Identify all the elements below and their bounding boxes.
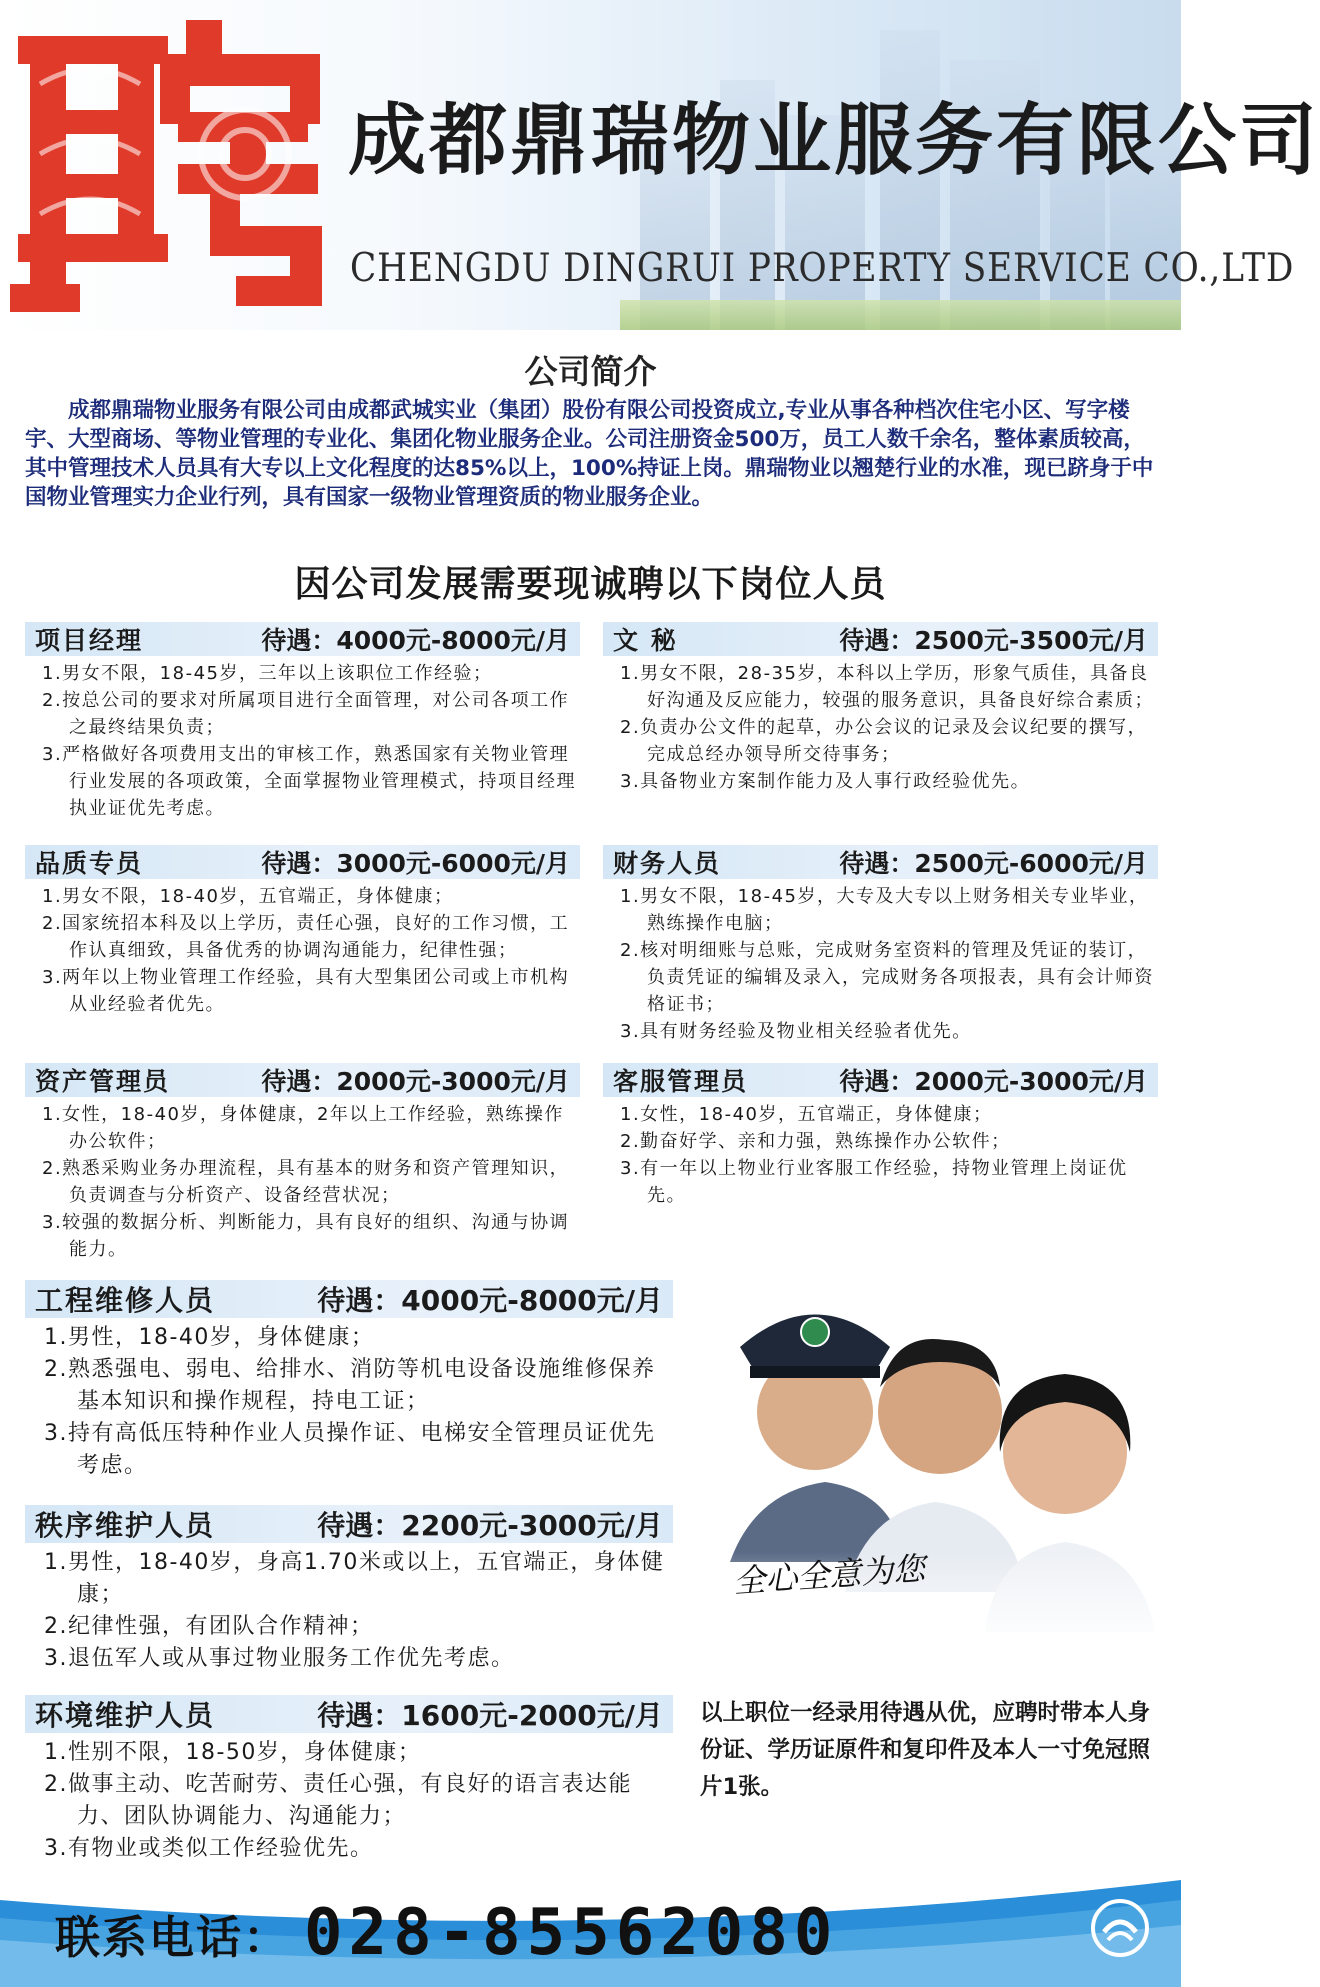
application-notice: 以上职位一经录用待遇从优，应聘时带本人身份证、学历证原件和复印件及本人一寸免冠照片1张。 (700, 1700, 1151, 1800)
staff-photo (695, 1262, 1165, 1648)
job-pay: 待遇：3000元-6000元/月 (261, 849, 570, 878)
job-pay: 待遇：2500元-3500元/月 (839, 626, 1148, 655)
requirement-item: 1.性别不限，18-50岁，身体健康； (44, 1740, 422, 1765)
requirement-item: 1.男女不限，18-45岁，三年以上该职位工作经验； (42, 663, 493, 684)
requirement-item: 2.核对明细账与总账，完成财务室资料的管理及凭证的装订，负责凭证的编辑及录入，完成财务各项报表，具有会计师资格证书； (620, 940, 1154, 1015)
slogan: 全心全意为您 (732, 1549, 927, 1601)
requirement-item: 3.有一年以上物业行业客服工作经验，持物业管理上岗证优先。 (620, 1158, 1128, 1206)
job-header (25, 1280, 673, 1318)
requirement-item: 1.男女不限，18-45岁，大专及大专以上财务相关专业毕业，熟练操作电脑； (620, 886, 1149, 934)
company-name-en: CHENGDU DINGRUI PROPERTY SERVICE CO.,LTD (350, 246, 1295, 291)
requirement-item: 2.负责办公文件的起草，办公会议的记录及会议纪要的撰写，完成总经办领导所交待事务； (620, 717, 1148, 765)
job-requirements (603, 883, 1158, 1045)
job-pay: 待遇：4000元-8000元/月 (261, 626, 570, 655)
requirement-item: 3.较强的数据分析、判断能力，具有良好的组织、沟通与协调能力。 (42, 1212, 570, 1260)
job-requirements (25, 1322, 673, 1482)
requirement-item: 2.按总公司的要求对所属项目进行全面管理，对公司各项工作之最终结果负责； (42, 690, 570, 738)
job-title: 秩序维护人员 (35, 1509, 216, 1542)
requirement-item: 3.退伍军人或从事过物业服务工作优先考虑。 (44, 1646, 515, 1671)
requirement-item: 2.熟悉采购业务办理流程，具有基本的财务和资产管理知识，负责调查与分析资产、设备经营状况； (42, 1158, 570, 1206)
hiring-title: 因公司发展需要现诚聘以下岗位人员 (294, 564, 887, 605)
requirement-item: 2.做事主动、吃苦耐劳、责任心强，有良好的语言表达能力、团队协调能力、沟通能力； (44, 1772, 632, 1829)
requirement-item: 3.具备物业方案制作能力及人事行政经验优先。 (620, 771, 1031, 792)
requirement-item: 1.男性，18-40岁，身高1.70米或以上，五官端正，身体健康； (44, 1550, 665, 1607)
requirement-item: 3.有物业或类似工作经验优先。 (44, 1836, 374, 1861)
contact-label: 联系电话： (55, 1910, 291, 1964)
job-finance-staff (603, 845, 1158, 1045)
job-title: 项目经理 (35, 626, 144, 655)
job-header (603, 1063, 1158, 1097)
requirement-item: 1.女性，18-40岁，五官端正，身体健康； (620, 1104, 993, 1125)
company-name: 成都鼎瑞物业服务有限公司 (348, 96, 1320, 186)
requirement-item: 3.严格做好各项费用支出的审核工作，熟悉国家有关物业管理行业发展的各项政策，全面掌握物业管理模式，持项目经理执业证优先考虑。 (42, 744, 576, 819)
intro-title: 公司简介 (524, 352, 657, 391)
job-title: 财务人员 (613, 849, 722, 878)
job-requirements (25, 1737, 673, 1865)
requirement-item: 2.纪律性强，有团队合作精神； (44, 1614, 374, 1639)
footer-contact (0, 1880, 1181, 1987)
requirement-item: 1.男性，18-40岁，身体健康； (44, 1325, 375, 1350)
requirement-item: 1.男女不限，28-35岁，本科以上学历，形象气质佳，具备良好沟通及反应能力，较强的服务意识，具备良好综合素质； (620, 663, 1154, 711)
job-title: 环境维护人员 (35, 1699, 216, 1732)
job-requirements (25, 883, 580, 1018)
job-header (603, 622, 1158, 656)
job-environment (25, 1695, 673, 1865)
job-pay: 待遇：2200元-3000元/月 (317, 1509, 663, 1542)
job-header (25, 845, 580, 879)
job-header (25, 622, 580, 656)
job-header (25, 1505, 673, 1543)
job-customer-service-manager (603, 1063, 1158, 1209)
job-pay: 待遇：1600元-2000元/月 (317, 1699, 663, 1732)
requirement-item: 3.具有财务经验及物业相关经验者优先。 (620, 1021, 972, 1042)
requirement-item: 2.熟悉强电、弱电、给排水、消防等机电设备设施维修保养基本知识和操作规程，持电工证； (44, 1357, 656, 1414)
company-mark-icon (1090, 1898, 1150, 1958)
job-secretary (603, 622, 1158, 795)
job-header (603, 845, 1158, 879)
job-pay: 待遇：2000元-3000元/月 (261, 1067, 570, 1096)
job-title: 工程维修人员 (35, 1284, 216, 1317)
contact-phone[interactable]: 028-85562080 (304, 1896, 839, 1970)
job-title: 客服管理员 (613, 1067, 749, 1096)
pin-logo-icon (10, 14, 325, 319)
job-requirements (603, 1101, 1158, 1209)
job-pay: 待遇：2500元-6000元/月 (839, 849, 1148, 878)
job-requirements (25, 1101, 580, 1263)
job-engineering-maintenance (25, 1280, 673, 1482)
job-requirements (25, 1547, 673, 1675)
requirement-item: 1.男女不限，18-40岁，五官端正，身体健康； (42, 886, 454, 907)
header-banner (0, 0, 1320, 330)
job-asset-manager (25, 1063, 580, 1263)
requirement-item: 3.持有高低压特种作业人员操作证、电梯安全管理员证优先考虑。 (44, 1421, 656, 1478)
job-pay: 待遇：4000元-8000元/月 (317, 1284, 663, 1317)
job-title: 资产管理员 (35, 1067, 171, 1096)
job-requirements (603, 660, 1158, 795)
job-project-manager (25, 622, 580, 822)
job-header (25, 1063, 580, 1097)
requirement-item: 2.勤奋好学、亲和力强，熟练操作办公软件； (620, 1131, 1011, 1152)
job-title: 品质专员 (35, 849, 144, 878)
requirement-item: 3.两年以上物业管理工作经验，具有大型集团公司或上市机构从业经验者优先。 (42, 967, 570, 1015)
intro-text: 成都鼎瑞物业服务有限公司由成都武城实业（集团）股份有限公司投资成立,专业从事各种档次住宅小区、写字楼宇、大型商场、等物业管理的专业化、集团化物业服务企业。公司注册资金500万，员工人数千余名，整体素质较高，其中管理技术人员具有大专以上文化程度的达85%以上，100%持证上岗。鼎瑞物业以翘楚行业的水准，现已跻身于中国物业管理实力企业行列，具有国家一级物业管理资质的物业服务企业。 (25, 398, 1154, 510)
job-quality-specialist (25, 845, 580, 1018)
job-title: 文 秘 (613, 626, 678, 655)
job-header (25, 1695, 673, 1733)
requirement-item: 2.国家统招本科及以上学历，责任心强，良好的工作习惯，工作认真细致，具备优秀的协调沟通能力，纪律性强； (42, 913, 570, 961)
job-security (25, 1505, 673, 1675)
job-pay: 待遇：2000元-3000元/月 (839, 1067, 1148, 1096)
contact-line (55, 1898, 838, 1968)
job-requirements (25, 660, 580, 822)
requirement-item: 1.女性，18-40岁，身体健康，2年以上工作经验，熟练操作办公软件； (42, 1104, 564, 1152)
